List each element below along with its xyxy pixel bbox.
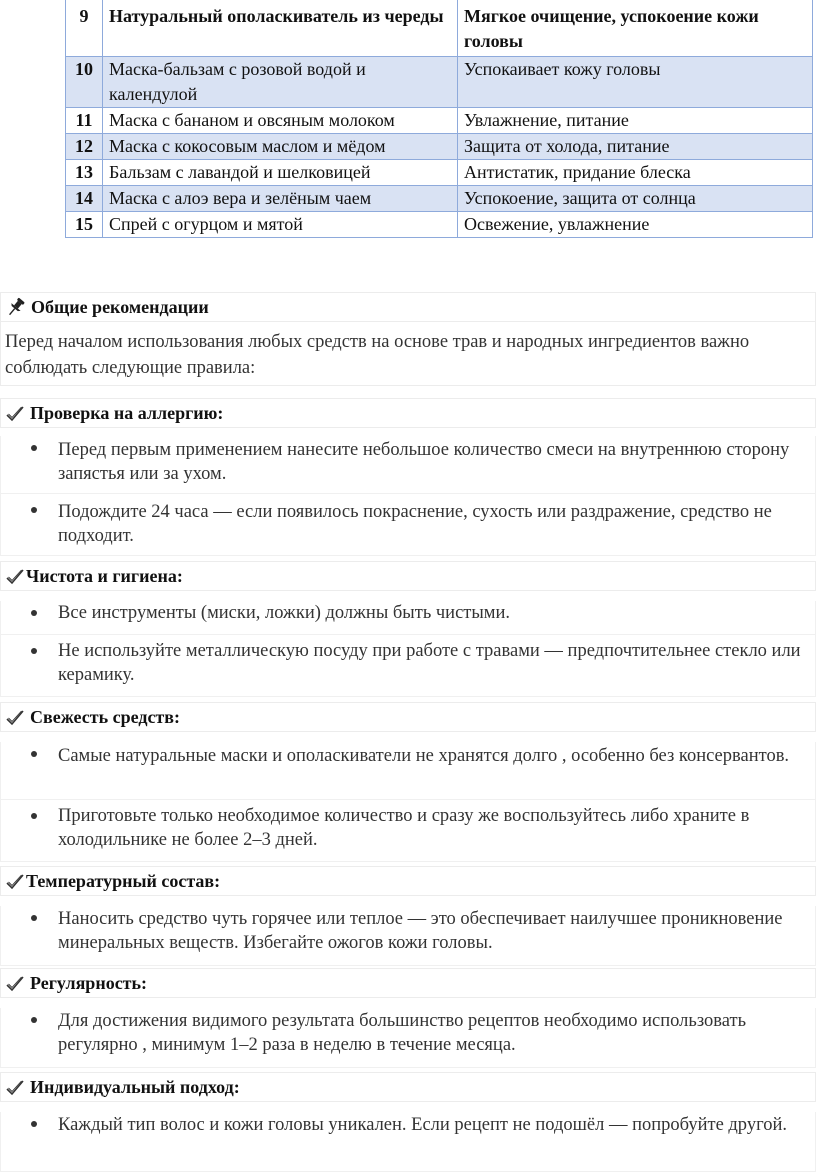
list-item-text: Наносить средство чуть горячее или теплое — это обеспечивает наилучшее проникновение минеральных веществ. Избегайте ожогов кожи головы. (58, 909, 783, 953)
list-item-text: Перед первым применением нанесите небольшое количество смеси на внутреннюю сторону запястья или за ухом. (58, 440, 790, 484)
list-item (0, 1112, 816, 1172)
row-effect: Успокоение, защита от солнца (458, 186, 813, 212)
section-allergy (0, 398, 816, 556)
row-effect: Мягкое очищение, успокоение кожи головы (458, 0, 813, 57)
table-row (66, 186, 813, 212)
check-icon (5, 403, 25, 423)
section-individual (0, 1072, 816, 1172)
check-icon (5, 707, 25, 727)
section-title: Температурный состав: (26, 871, 221, 891)
recipes-table (65, 0, 813, 238)
row-effect: Освежение, увлажнение (458, 212, 813, 238)
general-intro: Перед началом использования любых средств на основе трав и народных ингредиентов важно соблюдать следующие правила: (0, 322, 816, 386)
row-name: Натуральный ополаскиватель из череды (103, 0, 458, 57)
section-title: Регулярность: (30, 973, 148, 993)
list-item-text: Все инструменты (миски, ложки) должны быть чистыми. (58, 603, 511, 623)
check-icon (5, 566, 25, 586)
general-title: Общие рекомендации (31, 297, 209, 317)
table-row (66, 57, 813, 108)
section-title: Свежесть средств: (30, 707, 180, 727)
row-number: 12 (66, 134, 103, 160)
row-effect: Защита от холода, питание (458, 134, 813, 160)
section-hygiene (0, 561, 816, 697)
bullet (31, 445, 37, 451)
table-row (66, 160, 813, 186)
bullet (31, 648, 37, 654)
check-icon (5, 1077, 25, 1097)
general-recommendations (0, 292, 816, 386)
bullet (31, 915, 37, 921)
list-item-text: Подождите 24 часа — если появилось покраснение, сухость или раздражение, средство не подходит. (58, 502, 772, 546)
general-title-row (0, 292, 816, 322)
row-name: Маска с алоэ вера и зелёным чаем (103, 186, 458, 212)
list-item (0, 494, 816, 556)
list-item (0, 635, 816, 697)
bullet (31, 507, 37, 513)
table-row (66, 0, 813, 57)
row-name: Спрей с огурцом и мятой (103, 212, 458, 238)
bullet (31, 751, 37, 757)
row-name: Маска-бальзам с розовой водой и календулой (103, 57, 458, 108)
row-number: 9 (66, 0, 103, 57)
check-icon (5, 973, 25, 993)
section-title-row (0, 1072, 816, 1102)
bullet (31, 813, 37, 819)
list-item (0, 906, 816, 966)
row-number: 11 (66, 108, 103, 134)
bullet (31, 1121, 37, 1127)
section-title-row (0, 866, 816, 896)
section-title-row (0, 561, 816, 591)
row-number: 13 (66, 160, 103, 186)
list-item-text: Не используйте металлическую посуду при работе с травами — предпочтительнее стекло или керамику. (58, 641, 801, 685)
list-item (0, 742, 816, 800)
row-number: 15 (66, 212, 103, 238)
row-number: 10 (66, 57, 103, 108)
section-freshness (0, 702, 816, 862)
list-item-text: Самые натуральные маски и ополаскиватели не хранятся долго , особенно без консервантов. (58, 746, 790, 766)
row-number: 14 (66, 186, 103, 212)
row-effect: Увлажнение, питание (458, 108, 813, 134)
row-effect: Успокаивает кожу головы (458, 57, 813, 108)
section-regularity (0, 968, 816, 1068)
list-item (0, 436, 816, 494)
bullet (31, 610, 37, 616)
table-row (66, 212, 813, 238)
section-title-row (0, 968, 816, 998)
list-item-text: Приготовьте только необходимое количество и сразу же воспользуйтесь либо храните в холодильнике не более 2–3 дней. (58, 806, 750, 850)
row-name: Бальзам с лавандой и шелковицей (103, 160, 458, 186)
section-title: Проверка на аллергию: (30, 403, 224, 423)
list-item-text: Для достижения видимого результата большинство рецептов необходимо использовать регулярно , минимум 1–2 раза в неделю в течение месяца. (58, 1011, 747, 1055)
section-temperature (0, 866, 816, 966)
section-title: Индивидуальный подход: (30, 1077, 240, 1097)
list-item (0, 601, 816, 635)
check-icon (5, 871, 25, 891)
section-title: Чистота и гигиена: (26, 566, 183, 586)
row-name: Маска с кокосовым маслом и мёдом (103, 134, 458, 160)
table-row (66, 108, 813, 134)
row-effect: Антистатик, придание блеска (458, 160, 813, 186)
table-row (66, 134, 813, 160)
list-item (0, 1008, 816, 1068)
list-item (0, 800, 816, 862)
bullet (31, 1017, 37, 1023)
pushpin-icon (5, 296, 27, 318)
list-item-text: Каждый тип волос и кожи головы уникален. Если рецепт не подошёл — попробуйте другой. (58, 1115, 787, 1135)
row-name: Маска с бананом и овсяным молоком (103, 108, 458, 134)
section-title-row (0, 702, 816, 732)
section-title-row (0, 398, 816, 428)
